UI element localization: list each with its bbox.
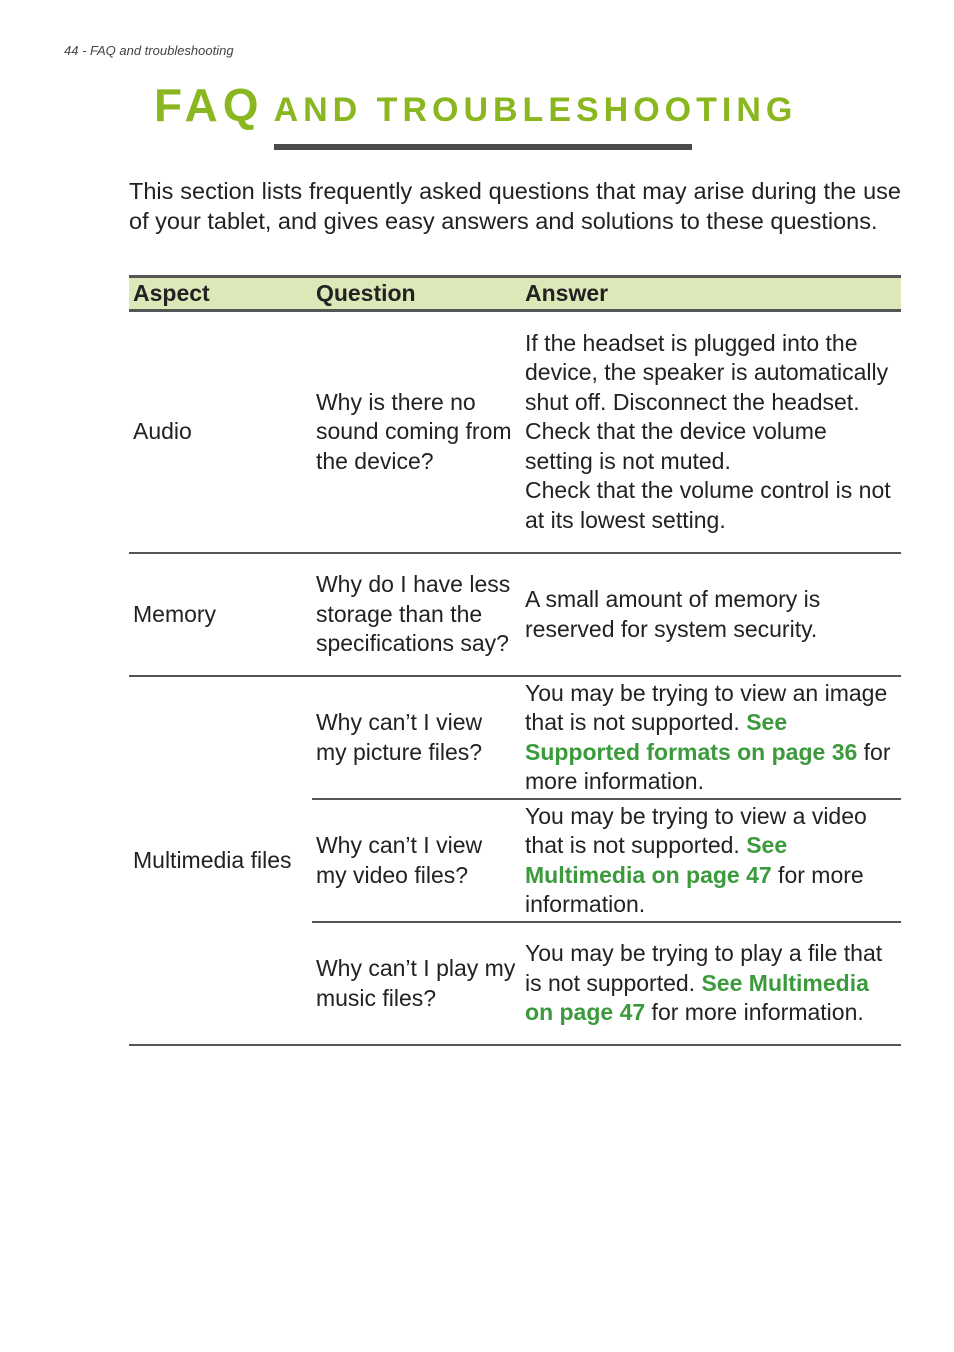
cross-reference-link[interactable]: See Supported formats on page 36	[525, 709, 858, 765]
cell-answer	[521, 922, 901, 1045]
header-question: Question	[312, 277, 521, 311]
faq-table	[129, 275, 901, 1046]
answer-text: You may be trying to view an image that is not supported.	[525, 679, 888, 735]
cell-question: Why do I have less storage than the specifications say?	[312, 553, 521, 676]
table-row-audio	[129, 311, 901, 554]
cell-question: Why can’t I view my picture files?	[312, 676, 521, 799]
header-aspect: Aspect	[129, 277, 312, 311]
cell-aspect: Multimedia files	[129, 676, 312, 1045]
cell-question: Why can’t I view my video files?	[312, 799, 521, 922]
cell-question: Why is there no sound coming from the device?	[312, 311, 521, 554]
cell-answer	[521, 311, 901, 554]
page-title-small: AND TROUBLESHOOTING	[273, 91, 798, 129]
title-underline	[274, 144, 692, 150]
cross-reference-link[interactable]: See Multimedia on page 47	[525, 969, 869, 1026]
running-header: 44 - FAQ and troubleshooting	[64, 43, 234, 58]
cell-answer	[521, 676, 901, 799]
answer-text: You may be trying to play a file that is not supported.	[525, 940, 883, 996]
answer-line: Check that the volume control is not at its lowest setting.	[525, 477, 891, 533]
table-header-row	[129, 277, 901, 311]
cell-answer	[521, 799, 901, 922]
cell-aspect: Audio	[129, 311, 312, 554]
table-row-multimedia-picture	[129, 676, 901, 799]
table-row-memory	[129, 553, 901, 676]
page-title	[154, 79, 798, 131]
page-title-big: FAQ	[154, 79, 264, 131]
answer-line: If the headset is plugged into the device, the speaker is automatically shut off. Disconnect the headset.	[525, 329, 889, 415]
answer-text: You may be trying to view a video that is not supported.	[525, 802, 867, 858]
answer-text: for more information.	[525, 738, 891, 794]
answer-line: Check that the device volume setting is not muted.	[525, 418, 827, 474]
cell-aspect: Memory	[129, 553, 312, 676]
header-answer: Answer	[521, 277, 901, 311]
cell-answer: A small amount of memory is reserved for system security.	[521, 553, 901, 676]
cell-question: Why can’t I play my music files?	[312, 922, 521, 1045]
cross-reference-link[interactable]: See Multimedia on page 47	[525, 832, 788, 888]
answer-text: for more information.	[645, 999, 864, 1026]
intro-paragraph: This section lists frequently asked questions that may arise during the use of your tablet, and gives easy answers and solutions to these questions.	[129, 178, 901, 234]
answer-text: for more information.	[525, 861, 864, 917]
